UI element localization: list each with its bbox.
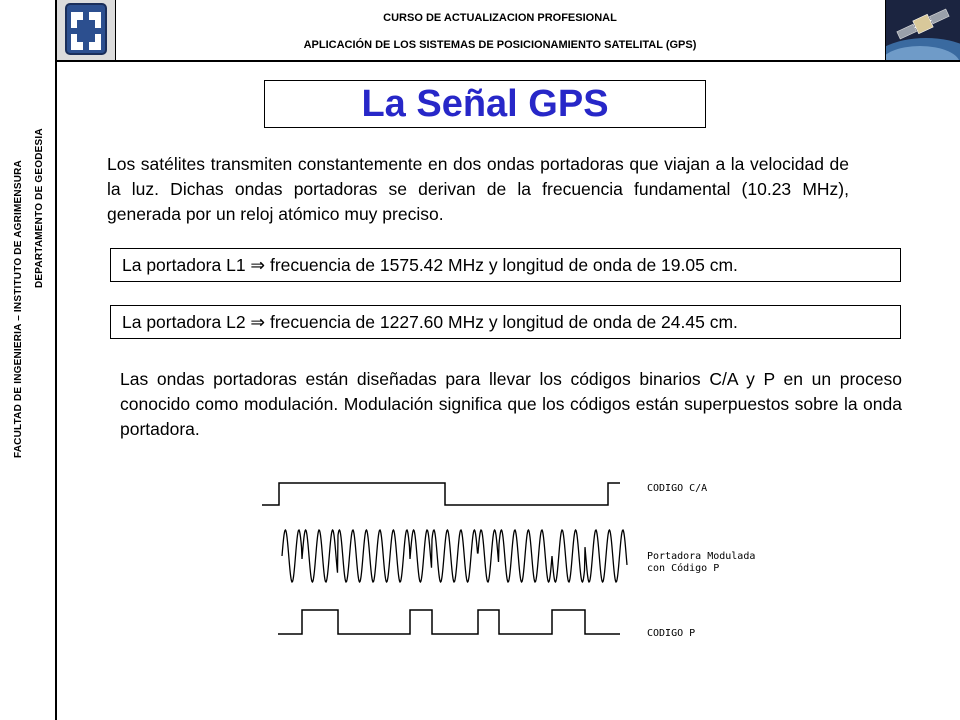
sidebar xyxy=(0,0,57,720)
header xyxy=(57,0,960,62)
modulation-paragraph: Las ondas portadoras están diseñadas para llevar los códigos binarios C/A y P en un proceso conocido como modulación. Modulación significa que los códigos están superpuestos sobre la onda portadora. xyxy=(120,369,902,439)
modulated-carrier-waveform xyxy=(282,530,627,582)
p-code-label: CODIGO P xyxy=(647,628,696,639)
ca-code-waveform xyxy=(262,483,620,505)
ca-code-label: CODIGO C/A xyxy=(647,483,708,494)
sidebar-department-label: DEPARTAMENTO DE GEODESIA xyxy=(34,128,45,288)
intro-paragraph: Los satélites transmiten constantemente en dos ondas portadoras que viajan a la velocidad de la luz. Dichas ondas portadoras se derivan de la frecuencia fundamental (10.23 MHz), generada por un reloj atómico muy preciso. xyxy=(107,154,849,224)
carrier-l2-box: La portadora L2 ⇒ frecuencia de 1227.60 MHz y longitud de onda de 24.45 cm. xyxy=(110,305,901,339)
course-title: CURSO DE ACTUALIZACION PROFESIONAL xyxy=(383,12,617,24)
p-code-waveform xyxy=(278,610,620,634)
satellite-icon xyxy=(886,0,960,60)
course-subtitle: APLICACIÓN DE LOS SISTEMAS DE POSICIONAMIENTO SATELITAL (GPS) xyxy=(303,39,697,51)
modulation-diagram xyxy=(262,474,762,644)
page-title: La Señal GPS xyxy=(264,80,706,128)
sidebar-faculty-label: FACULTAD DE INGENIERIA – INSTITUTO DE AGRIMENSURA xyxy=(13,160,24,458)
carrier-l1-box: La portadora L1 ⇒ frecuencia de 1575.42 MHz y longitud de onda de 19.05 cm. xyxy=(110,248,901,282)
modulated-carrier-label-1: Portadora Modulada xyxy=(647,551,756,562)
modulated-carrier-label-2: con Código P xyxy=(647,563,720,574)
university-logo-icon xyxy=(57,0,116,60)
